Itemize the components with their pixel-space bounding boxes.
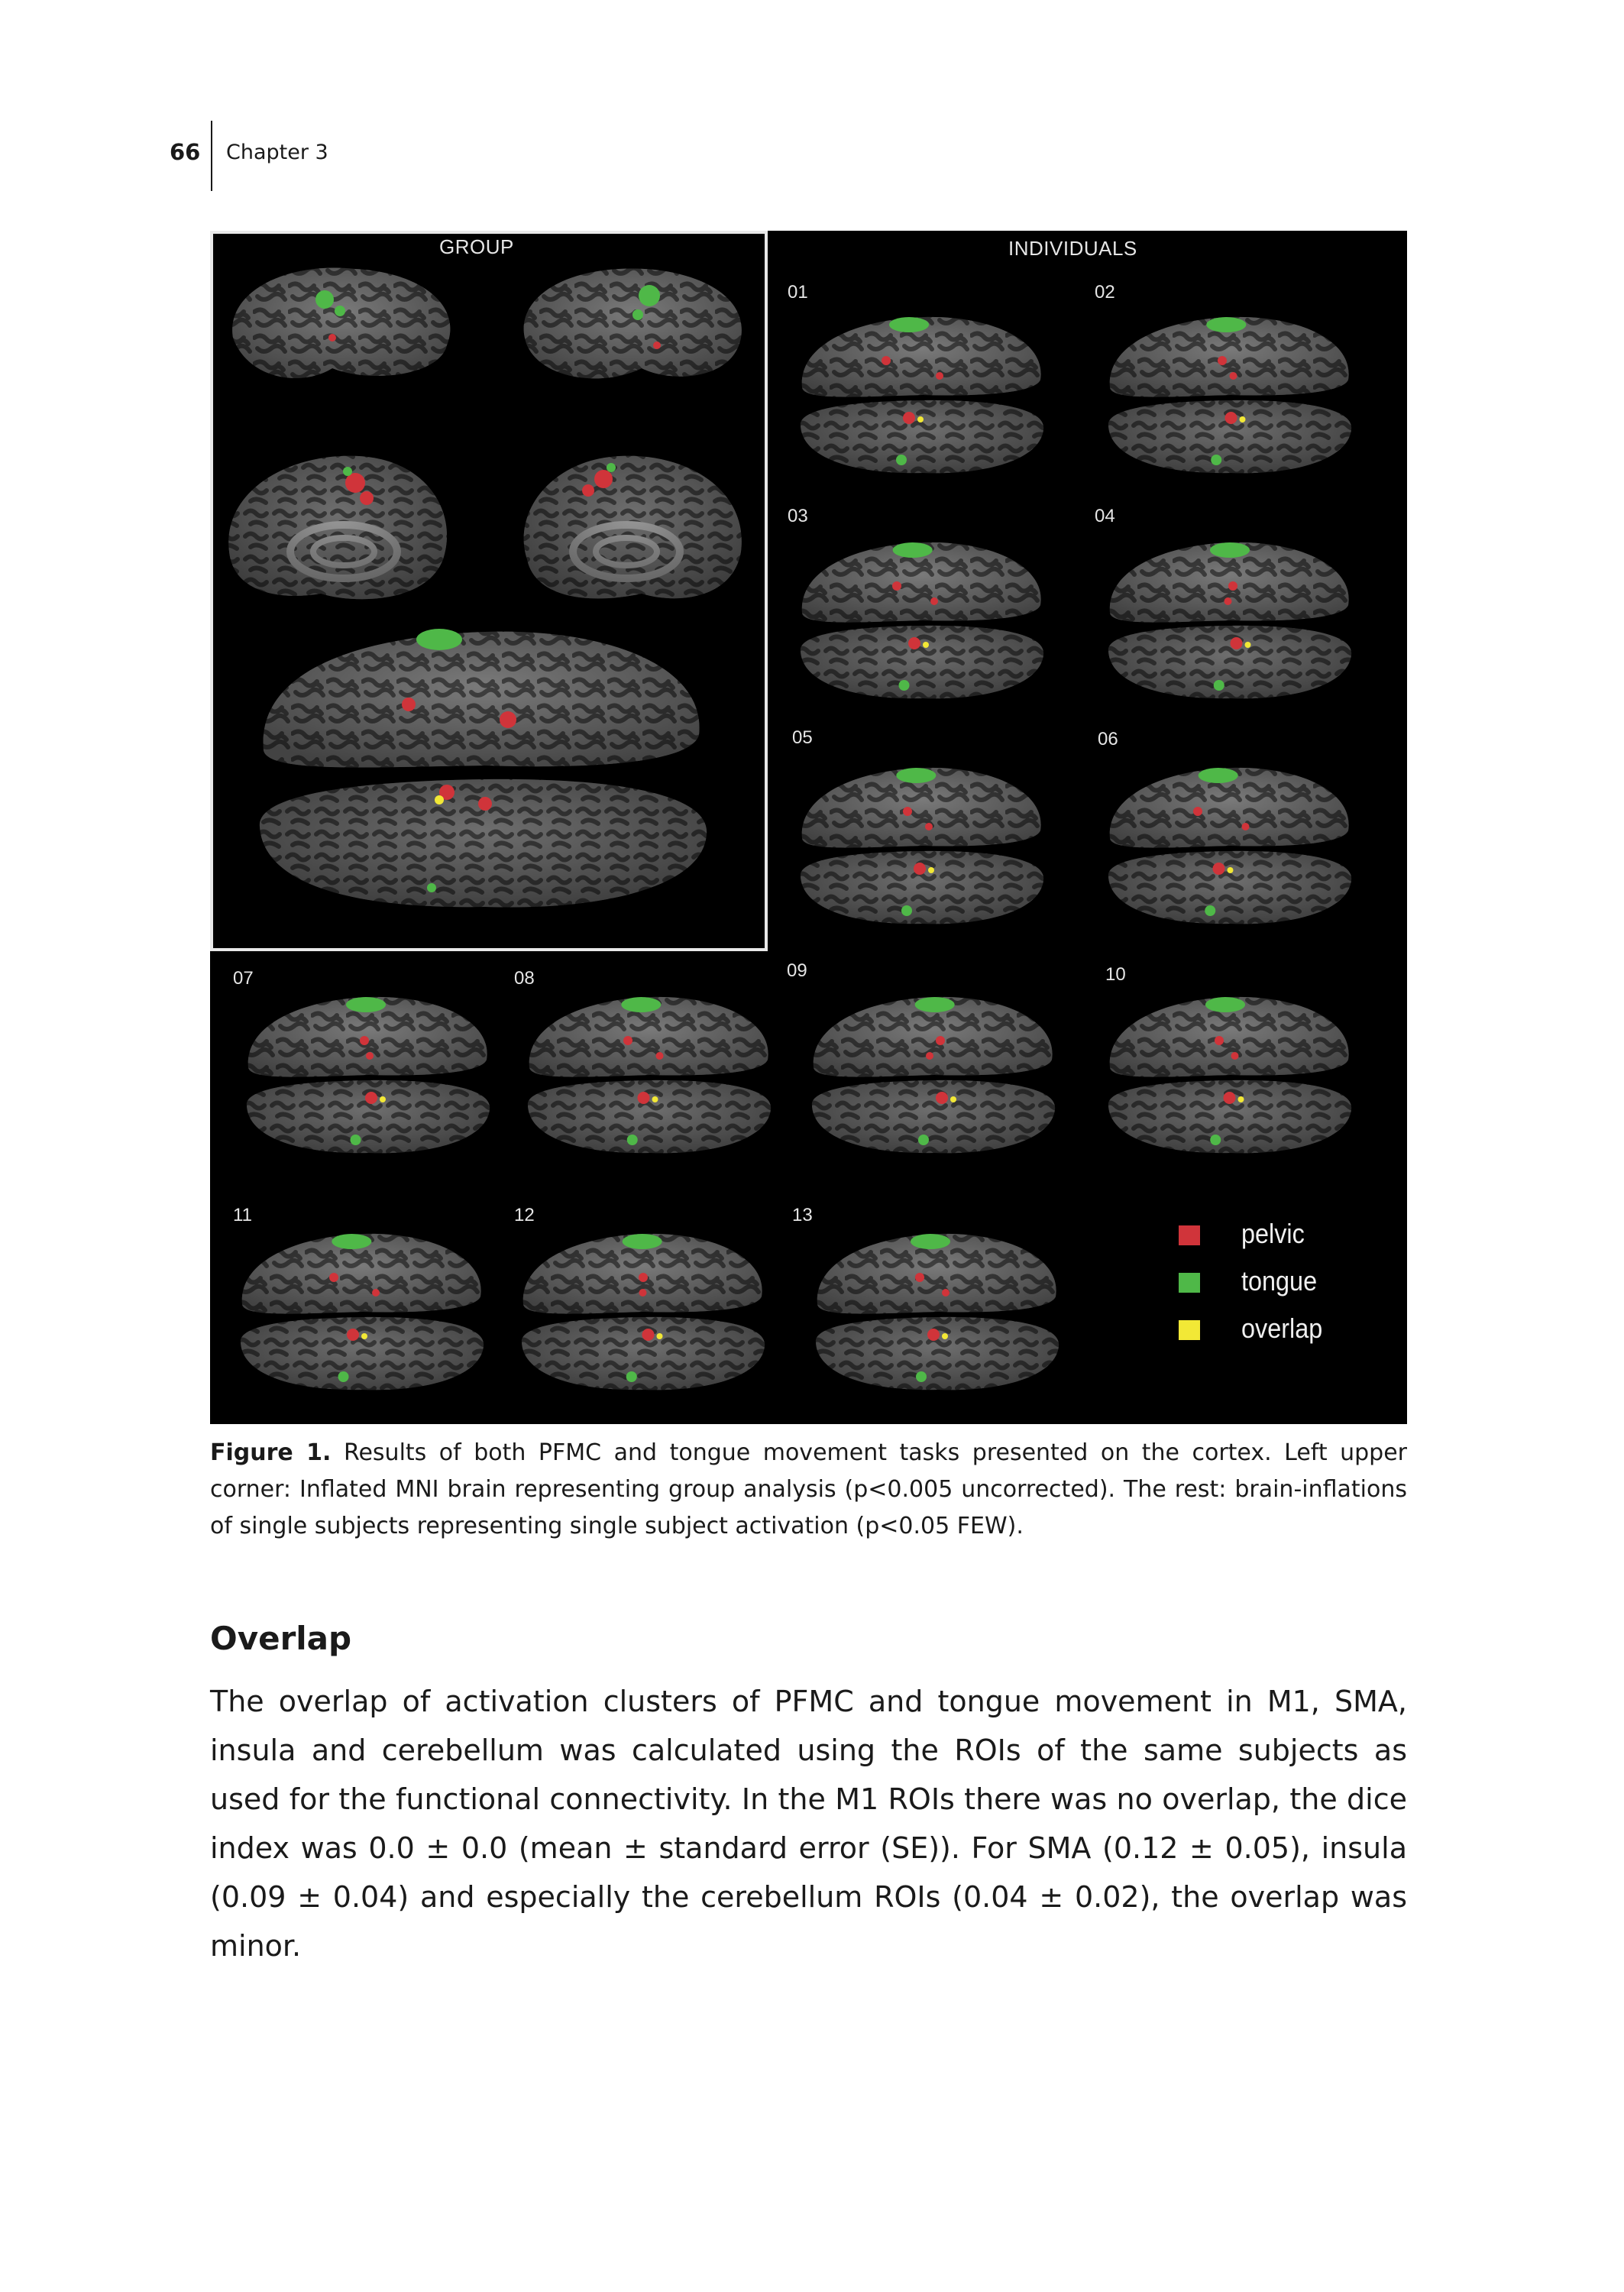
subject-label-12: 12 <box>514 1205 535 1225</box>
subject-label-02: 02 <box>1095 282 1115 303</box>
group-dorsal-ventral-brain <box>256 597 714 926</box>
legend-label-pelvic: pelvic <box>1241 1218 1305 1249</box>
group-right-lateral-brain <box>504 254 756 391</box>
group-left-medial-brain <box>214 437 466 613</box>
group-label: GROUP <box>439 235 514 258</box>
subject-brain-07 <box>241 983 497 1167</box>
subject-label-08: 08 <box>514 968 535 989</box>
subject-label-05: 05 <box>792 727 813 748</box>
subject-label-04: 04 <box>1095 506 1115 526</box>
subject-label-01: 01 <box>788 282 808 303</box>
subject-label-13: 13 <box>792 1205 813 1225</box>
legend-swatch-tongue <box>1179 1273 1200 1293</box>
legend-swatch-overlap <box>1179 1320 1200 1340</box>
subject-brain-04 <box>1102 529 1358 712</box>
subject-label-07: 07 <box>233 968 254 989</box>
subject-label-11: 11 <box>233 1205 252 1225</box>
subject-brain-01 <box>794 303 1050 487</box>
section-heading: Overlap <box>210 1620 352 1657</box>
figure-caption <box>210 1435 1407 1545</box>
subject-brain-06 <box>1102 754 1358 937</box>
section-body: The overlap of activation clusters of PFMC and tongue movement in M1, SMA, insula and cerebellum was calculated using the ROIs of the same subjects as used for the functional connectivity. In the M1 ROIs there was no overlap, the dice index was 0.0 ± 0.0 (mean ± standard error (SE)). For SMA (0.12 ± 0.05), insula (0.09 ± 0.04) and especially the cerebellum ROIs (0.04 ± 0.02), the overlap was minor. <box>210 1685 1407 1963</box>
caption-lead: Figure 1. <box>210 1439 332 1466</box>
subject-brain-12 <box>516 1220 772 1403</box>
subject-label-10: 10 <box>1105 964 1126 985</box>
chapter-label: Chapter 3 <box>226 141 328 164</box>
legend-label-tongue: tongue <box>1241 1265 1318 1297</box>
header-divider <box>211 121 212 191</box>
individuals-label: INDIVIDUALS <box>1008 237 1137 260</box>
subject-brain-13 <box>810 1220 1066 1403</box>
figure-legend <box>1179 1218 1377 1371</box>
legend-swatch-pelvic <box>1179 1225 1200 1245</box>
legend-label-overlap: overlap <box>1241 1313 1323 1344</box>
legend-item-pelvic <box>1179 1218 1377 1251</box>
subject-brain-08 <box>522 983 778 1167</box>
subject-brain-02 <box>1102 303 1358 487</box>
group-right-medial-brain <box>504 437 756 613</box>
page-header <box>0 0 1624 199</box>
brain-figure <box>210 231 1407 1424</box>
legend-item-tongue <box>1179 1265 1377 1299</box>
subject-brain-09 <box>806 983 1062 1167</box>
subject-brain-03 <box>794 529 1050 712</box>
subject-brain-11 <box>235 1220 490 1403</box>
caption-text: Results of both PFMC and tongue movement tasks presented on the cortex. Left upper corner: Inflated MNI brain representing group analysis (p<0.005 uncorrected). The rest: brain-inflations of single subjects representing single subject activation (p<0.05 FEW). <box>210 1439 1407 1539</box>
page-number: 66 <box>170 139 201 165</box>
subject-label-09: 09 <box>787 960 807 981</box>
group-left-lateral-brain <box>218 254 470 391</box>
subject-label-03: 03 <box>788 506 808 526</box>
subject-label-06: 06 <box>1098 729 1118 749</box>
subject-brain-10 <box>1102 983 1358 1167</box>
subject-brain-05 <box>794 754 1050 937</box>
legend-item-overlap <box>1179 1313 1377 1346</box>
